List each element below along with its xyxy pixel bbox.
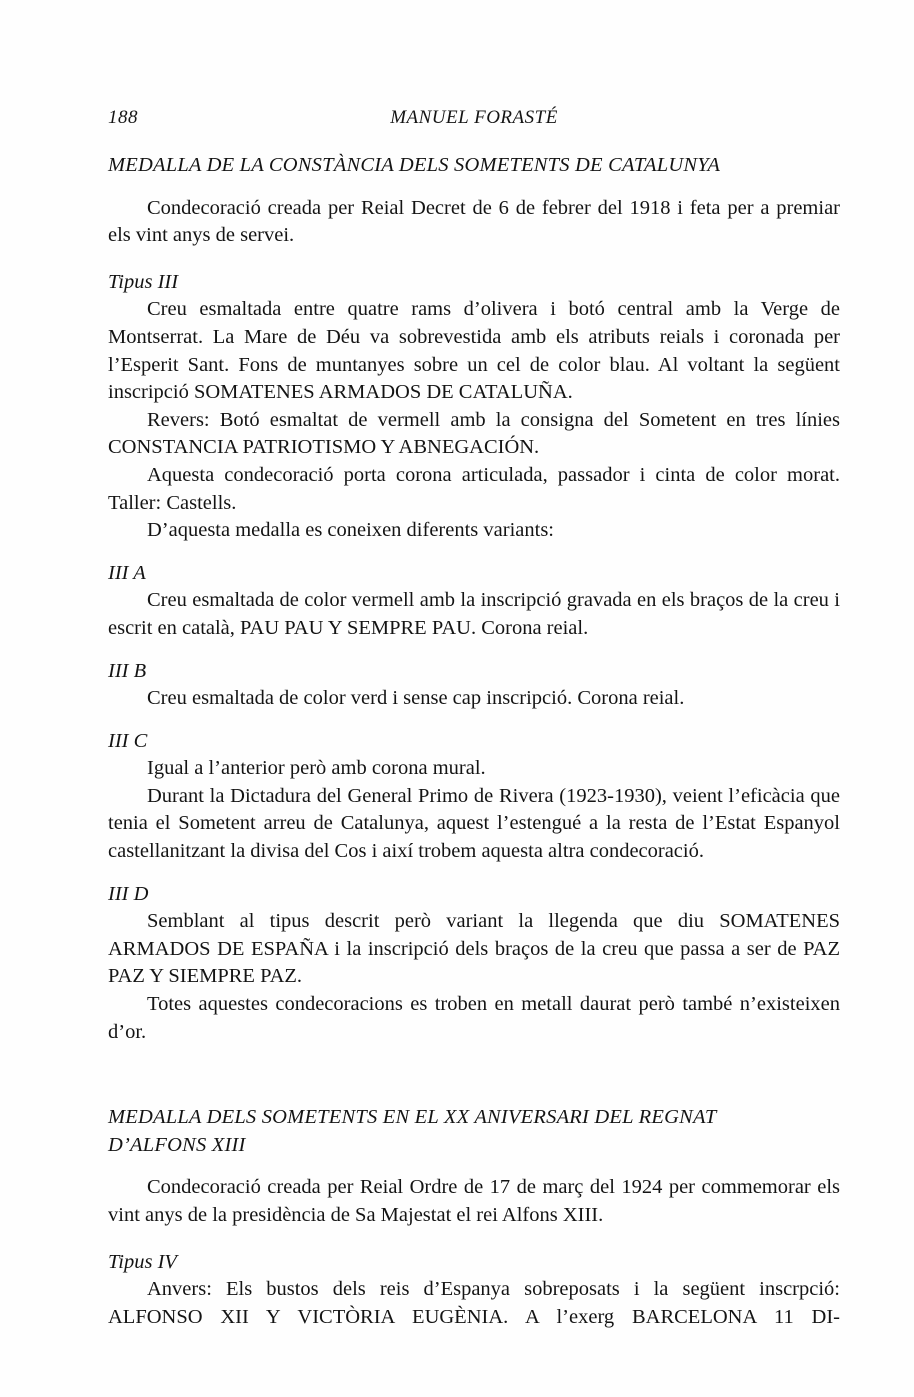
variants-intro: D’aquesta medalla es coneixen diferents variants:	[147, 519, 554, 542]
section1-intro: Condecoració creada per Reial Decret de 6 de febrer del 1918 i feta per a premiar els vint anys de servei.	[108, 196, 840, 247]
type-label-iii: Tipus III	[108, 270, 179, 293]
variant-iii-d-text: Semblant al tipus descrit però variant la llegenda que diu SOMATENES ARMADOS DE ESPAÑA i la inscripció dels braços de la creu que passa a ser de PAZ PAZ Y SIEMPRE PAZ.	[108, 910, 840, 988]
running-head	[108, 107, 840, 133]
page-number: 188	[108, 107, 138, 128]
section-title-aniversari-line2: D’ALFONS XIII	[108, 1133, 246, 1156]
variant-label-iii-b: III B	[108, 659, 147, 682]
type-iii-description: Creu esmaltada entre quatre rams d’olivera i botó central amb la Verge de Montserrat. La Mare de Déu va sobrevestida amb els atributs reials i coronada per l’Esperit Sant. Fons de muntanyes sobre un cel de color blau. Al voltant la següent inscripció SOMATENES ARMADOS DE CATALUÑA.	[108, 298, 840, 404]
type-iv-obverse: Anvers: Els bustos dels reis d’Espanya sobreposats i la següent inscrpció: ALFONSO XII Y VICTÒRIA EUGÈNIA. A l’exerg BARCELONA 11 DI-	[108, 1278, 840, 1328]
running-head-author: MANUEL FORASTÉ	[390, 107, 558, 128]
type-label-iv: Tipus IV	[108, 1250, 177, 1273]
page-body	[108, 152, 840, 1331]
variant-label-iii-d: III D	[108, 882, 149, 905]
dictatorship-paragraph: Durant la Dictadura del General Primo de Rivera (1923-1930), veient l’eficàcia que tenia el Sometent arreu de Catalunya, aquest l’estengué a la resta de l’Estat Espanyol castellanitzant la divisa del Cos i així trobem aquesta altra condecoració.	[108, 784, 840, 863]
section-title-aniversari-line1: MEDALLA DELS SOMETENTS EN EL XX ANIVERSARI DEL REGNAT	[108, 1106, 717, 1129]
variant-iii-a-text: Creu esmaltada de color vermell amb la inscripció gravada en els braços de la creu i escrit en català, PAU PAU Y SEMPRE PAU. Corona reial.	[108, 589, 840, 639]
variant-label-iii-a: III A	[108, 561, 146, 584]
section-title-constancia: MEDALLA DE LA CONSTÀNCIA DELS SOMETENTS DE CATALUNYA	[108, 154, 721, 176]
type-iii-reverse: Revers: Botó esmaltat de vermell amb la consigna del Sometent en tres línies CONSTANCIA PATRIOTISMO Y ABNEGACIÓN.	[108, 408, 840, 459]
section2-intro: Condecoració creada per Reial Ordre de 17 de març del 1924 per commemorar els vint anys de la presidència de Sa Majestat el rei Alfons XIII.	[108, 1176, 840, 1226]
variant-label-iii-c: III C	[108, 729, 148, 752]
metal-note: Totes aquestes condecoracions es troben en metall daurat però també n’existeixen d’or.	[108, 993, 840, 1043]
variant-iii-c-text: Igual a l’anterior però amb corona mural.	[147, 757, 486, 780]
variant-iii-b-text: Creu esmaltada de color verd i sense cap inscripció. Corona reial.	[147, 687, 685, 710]
type-iii-details: Aquesta condecoració porta corona articulada, passador i cinta de color morat. Taller: Castells.	[108, 463, 840, 514]
